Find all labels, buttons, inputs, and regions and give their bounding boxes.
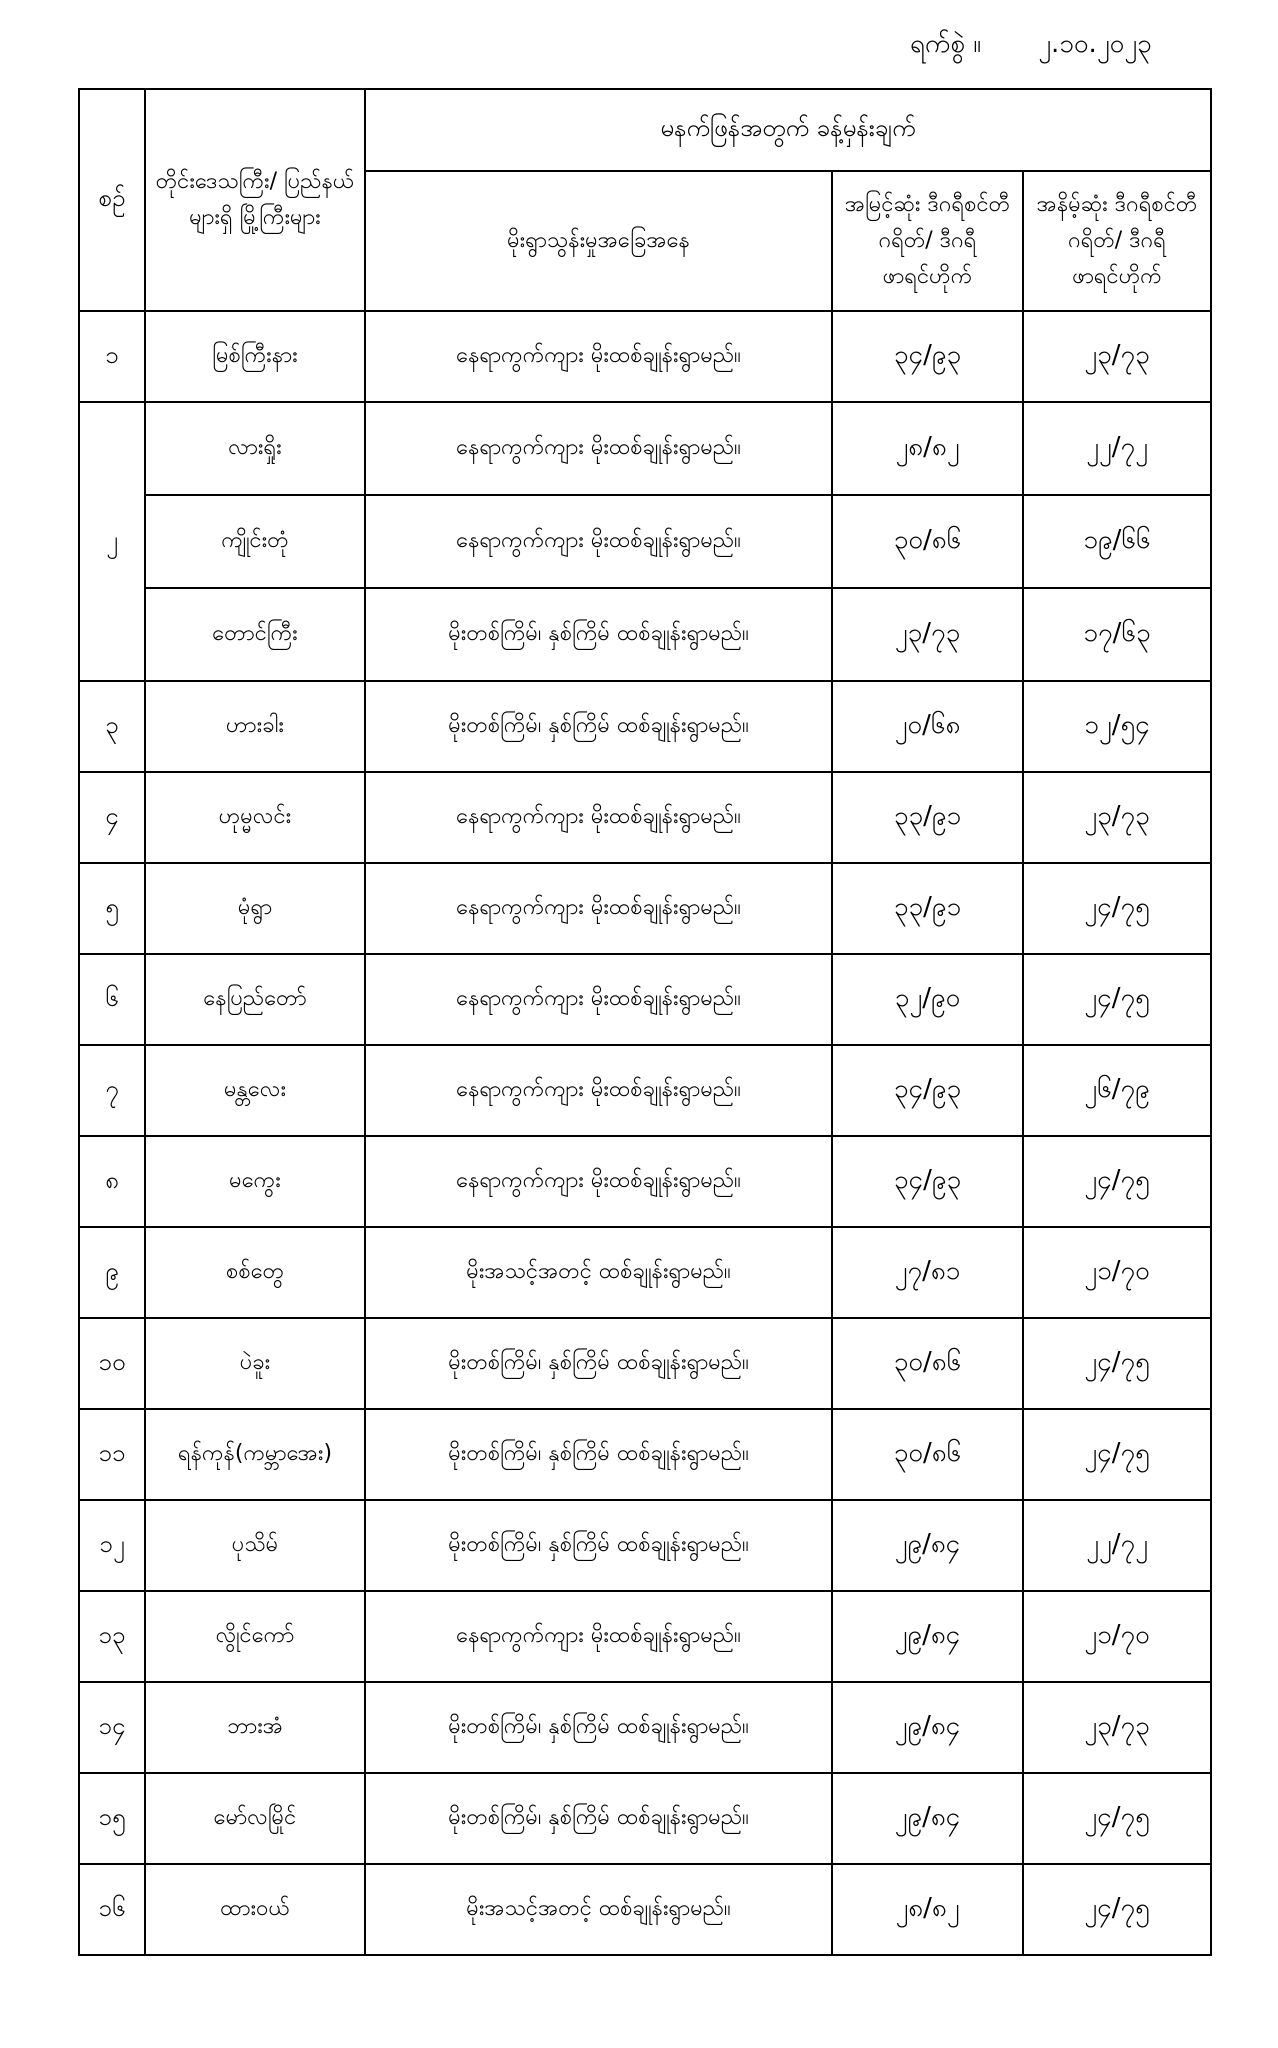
date-value: ၂.၁၀.၂၀၂၃ (1038, 29, 1152, 59)
table-row (79, 311, 1211, 402)
row-number: ၄ (79, 772, 145, 863)
min-temp: ၂၁/၇၀ (1023, 1227, 1211, 1318)
date-line (910, 22, 1190, 66)
max-temp: ၃၀/၈၆ (832, 1409, 1023, 1500)
min-temp: ၂၁/၇၀ (1023, 1591, 1211, 1682)
max-temp: ၂၉/၈၄ (832, 1500, 1023, 1591)
table-row (79, 1318, 1211, 1409)
city-name: ပဲခူး (145, 1318, 365, 1409)
header-min-temp: အနိမ့်ဆုံး ဒီဂရီစင်တီဂရိတ်/ ဒီဂရီဖာရင်ဟိုက် (1023, 171, 1211, 311)
city-name: နေပြည်တော် (145, 954, 365, 1045)
max-temp: ၂၀/၆၈ (832, 681, 1023, 772)
table-row (79, 1409, 1211, 1500)
row-number: ၂ (79, 402, 145, 681)
table-row (79, 954, 1211, 1045)
min-temp: ၂၄/၇၅ (1023, 1773, 1211, 1864)
min-temp: ၁၂/၅၄ (1023, 681, 1211, 772)
min-temp: ၂၂/၇၂ (1023, 402, 1211, 495)
rain-condition: နေရာကွက်ကျား မိုးထစ်ချုန်းရွာမည်။ (365, 402, 832, 495)
max-temp: ၃၄/၉၃ (832, 1136, 1023, 1227)
city-name: မကွေး (145, 1136, 365, 1227)
max-temp: ၃၂/၉၀ (832, 954, 1023, 1045)
rain-condition: နေရာကွက်ကျား မိုးထစ်ချုန်းရွာမည်။ (365, 954, 832, 1045)
city-name: လားရှိုး (145, 402, 365, 495)
table-row (79, 863, 1211, 954)
table-row (79, 495, 1211, 588)
min-temp: ၂၆/၇၉ (1023, 1045, 1211, 1136)
min-temp: ၂၃/၇၃ (1023, 1682, 1211, 1773)
row-number: ၇ (79, 1045, 145, 1136)
city-name: မော်လမြိုင် (145, 1773, 365, 1864)
table-row (79, 1682, 1211, 1773)
row-number: ၁၂ (79, 1500, 145, 1591)
row-number: ၁၀ (79, 1318, 145, 1409)
min-temp: ၂၃/၇၃ (1023, 772, 1211, 863)
rain-condition: နေရာကွက်ကျား မိုးထစ်ချုန်းရွာမည်။ (365, 1045, 832, 1136)
city-name: ပုသိမ် (145, 1500, 365, 1591)
city-name: ရန်ကုန်(ကမ္ဘာအေး) (145, 1409, 365, 1500)
city-name: ဘားအံ (145, 1682, 365, 1773)
table-row (79, 1227, 1211, 1318)
rain-condition: နေရာကွက်ကျား မိုးထစ်ချုန်းရွာမည်။ (365, 863, 832, 954)
row-number: ၆ (79, 954, 145, 1045)
max-temp: ၂၈/၈၂ (832, 402, 1023, 495)
city-name: စစ်တွေ (145, 1227, 365, 1318)
max-temp: ၃၀/၈၆ (832, 495, 1023, 588)
row-number: ၁၄ (79, 1682, 145, 1773)
table-row (79, 1136, 1211, 1227)
max-temp: ၃၄/၉၃ (832, 1045, 1023, 1136)
max-temp: ၂၈/၈၂ (832, 1864, 1023, 1955)
header-forecast-group: မနက်ဖြန်အတွက် ခန့်မှန်းချက် (365, 89, 1211, 171)
row-number: ၉ (79, 1227, 145, 1318)
city-name: ဟားခါး (145, 681, 365, 772)
row-number: ၁၅ (79, 1773, 145, 1864)
row-number: ၈ (79, 1136, 145, 1227)
rain-condition: မိုးတစ်ကြိမ်၊ နှစ်ကြိမ် ထစ်ချုန်းရွာမည်။ (365, 1500, 832, 1591)
max-temp: ၂၉/၈၄ (832, 1682, 1023, 1773)
min-temp: ၂၂/၇၂ (1023, 1500, 1211, 1591)
city-name: မုံရွာ (145, 863, 365, 954)
table-row (79, 1773, 1211, 1864)
rain-condition: နေရာကွက်ကျား မိုးထစ်ချုန်းရွာမည်။ (365, 1136, 832, 1227)
max-temp: ၃၄/၉၃ (832, 311, 1023, 402)
rain-condition: မိုးတစ်ကြိမ်၊ နှစ်ကြိမ် ထစ်ချုန်းရွာမည်။ (365, 1682, 832, 1773)
row-number: ၁၆ (79, 1864, 145, 1955)
max-temp: ၃၃/၉၁ (832, 772, 1023, 863)
row-number: ၁၃ (79, 1591, 145, 1682)
table-row (79, 772, 1211, 863)
rain-condition: မိုးတစ်ကြိမ်၊ နှစ်ကြိမ် ထစ်ချုန်းရွာမည်။ (365, 1318, 832, 1409)
date-label: ရက်စွဲ ။ (910, 29, 982, 59)
max-temp: ၂၃/၇၃ (832, 588, 1023, 681)
row-number: ၁၁ (79, 1409, 145, 1500)
min-temp: ၂၄/၇၅ (1023, 1136, 1211, 1227)
rain-condition: မိုးတစ်ကြိမ်၊ နှစ်ကြိမ် ထစ်ချုန်းရွာမည်။ (365, 1773, 832, 1864)
max-temp: ၂၇/၈၁ (832, 1227, 1023, 1318)
rain-condition: နေရာကွက်ကျား မိုးထစ်ချုန်းရွာမည်။ (365, 495, 832, 588)
min-temp: ၂၄/၇၅ (1023, 1318, 1211, 1409)
city-name: လွိုင်ကော် (145, 1591, 365, 1682)
table-row (79, 402, 1211, 495)
max-temp: ၃၃/၉၁ (832, 863, 1023, 954)
rain-condition: နေရာကွက်ကျား မိုးထစ်ချုန်းရွာမည်။ (365, 311, 832, 402)
min-temp: ၂၄/၇၅ (1023, 1864, 1211, 1955)
table-row (79, 1591, 1211, 1682)
city-name: မြစ်ကြီးနား (145, 311, 365, 402)
city-name: ဟုမ္မလင်း (145, 772, 365, 863)
min-temp: ၂၄/၇၅ (1023, 1409, 1211, 1500)
row-number: ၁ (79, 311, 145, 402)
header-city: တိုင်းဒေသကြီး/ ပြည်နယ်များရှိ မြို့ကြီးများ (145, 89, 365, 311)
row-number: ၅ (79, 863, 145, 954)
rain-condition: မိုးတစ်ကြိမ်၊ နှစ်ကြိမ် ထစ်ချုန်းရွာမည်။ (365, 1409, 832, 1500)
min-temp: ၁၇/၆၃ (1023, 588, 1211, 681)
forecast-table (78, 88, 1212, 1956)
rain-condition: နေရာကွက်ကျား မိုးထစ်ချုန်းရွာမည်။ (365, 772, 832, 863)
table-row (79, 1045, 1211, 1136)
min-temp: ၂၃/၇၃ (1023, 311, 1211, 402)
rain-condition: မိုးအသင့်အတင့် ထစ်ချုန်းရွာမည်။ (365, 1864, 832, 1955)
city-name: ကျိုင်းတုံ (145, 495, 365, 588)
table-row (79, 1500, 1211, 1591)
min-temp: ၂၄/၇၅ (1023, 954, 1211, 1045)
rain-condition: နေရာကွက်ကျား မိုးထစ်ချုန်းရွာမည်။ (365, 1591, 832, 1682)
max-temp: ၂၉/၈၄ (832, 1591, 1023, 1682)
max-temp: ၃၀/၈၆ (832, 1318, 1023, 1409)
city-name: မန္တလေး (145, 1045, 365, 1136)
rain-condition: မိုးတစ်ကြိမ်၊ နှစ်ကြိမ် ထစ်ချုန်းရွာမည်။ (365, 588, 832, 681)
rain-condition: မိုးအသင့်အတင့် ထစ်ချုန်းရွာမည်။ (365, 1227, 832, 1318)
min-temp: ၁၉/၆၆ (1023, 495, 1211, 588)
header-rain: မိုးရွာသွန်းမှုအခြေအနေ (365, 171, 832, 311)
min-temp: ၂၄/၇၅ (1023, 863, 1211, 954)
table-row (79, 681, 1211, 772)
max-temp: ၂၉/၈၄ (832, 1773, 1023, 1864)
rain-condition: မိုးတစ်ကြိမ်၊ နှစ်ကြိမ် ထစ်ချုန်းရွာမည်။ (365, 681, 832, 772)
table-row (79, 1864, 1211, 1955)
header-max-temp: အမြင့်ဆုံး ဒီဂရီစင်တီဂရိတ်/ ဒီဂရီဖာရင်ဟိုက် (832, 171, 1023, 311)
header-no: စဉ် (79, 89, 145, 311)
city-name: တောင်ကြီး (145, 588, 365, 681)
city-name: ထားဝယ် (145, 1864, 365, 1955)
table-row (79, 588, 1211, 681)
row-number: ၃ (79, 681, 145, 772)
